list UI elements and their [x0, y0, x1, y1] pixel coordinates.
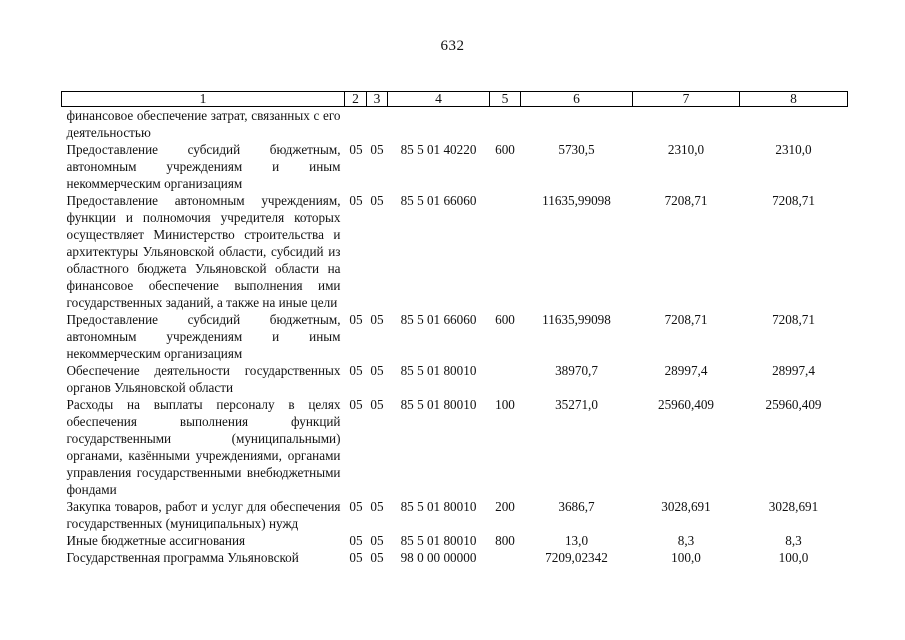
target-article-code-cell: 85 5 01 80010: [400, 499, 477, 514]
section-code-cell: 05: [349, 193, 363, 208]
expense-type-code-cell: [490, 362, 521, 396]
header-col-1: 1: [62, 92, 345, 107]
subsection-code-cell: 05: [370, 363, 384, 378]
subsection-code-cell: 05: [370, 550, 384, 565]
amount-col-6-cell: 11635,99098: [542, 312, 611, 327]
table-row: [62, 532, 848, 549]
amount-col-7-cell: [633, 107, 740, 142]
expense-type-code-cell: 600: [495, 142, 515, 157]
header-col-6: 6: [521, 92, 633, 107]
expense-type-code-cell: [490, 549, 521, 566]
expense-name-cell: Закупка товаров, работ и услуг для обеспечения государственных (муниципальных) нужд: [66, 499, 341, 531]
target-article-code-cell: 85 5 01 66060: [400, 312, 477, 327]
header-col-8: 8: [740, 92, 848, 107]
expense-name-cell: Предоставление субсидий бюджетным, автономным учреждениям и иным некоммерческим организациям: [66, 142, 341, 191]
amount-col-8-cell: 3028,691: [768, 499, 819, 514]
amount-col-8-cell: 2310,0: [775, 142, 812, 157]
table-row: [62, 311, 848, 362]
section-code-cell: 05: [349, 312, 363, 327]
header-col-2: 2: [345, 92, 367, 107]
amount-col-7-cell: 7208,71: [664, 312, 708, 327]
subsection-code-cell: 05: [370, 142, 384, 157]
amount-col-7-cell: 100,0: [671, 550, 701, 565]
amount-col-7-cell: 2310,0: [667, 142, 705, 157]
section-code-cell: 05: [349, 550, 363, 565]
expense-type-code-cell: [490, 107, 521, 142]
amount-col-7-cell: 8,3: [677, 533, 695, 548]
amount-col-6-cell: 3686,7: [558, 499, 595, 514]
expense-name-cell: Расходы на выплаты персоналу в целях обеспечения выполнения функций государственными (муниципальными) органами, казёнными учреждениями, органами управления государственными внебюджетными фондами: [66, 397, 341, 497]
table-body: [62, 107, 848, 567]
amount-col-6-cell: 7209,02342: [545, 550, 608, 565]
section-code-cell: 05: [349, 363, 363, 378]
section-code-cell: 05: [349, 533, 363, 548]
amount-col-6-cell: 38970,7: [555, 363, 598, 378]
header-col-7: 7: [633, 92, 740, 107]
header-col-3: 3: [367, 92, 388, 107]
amount-col-7-cell: 25960,409: [657, 397, 715, 412]
target-article-code-cell: [388, 107, 490, 142]
header-col-4: 4: [388, 92, 490, 107]
section-code-cell: 05: [349, 397, 363, 412]
table-row: [62, 107, 848, 142]
amount-col-8-cell: 25960,409: [765, 397, 822, 412]
subsection-code-cell: 05: [370, 312, 384, 327]
expense-type-code-cell: 800: [495, 533, 515, 548]
expense-type-code-cell: 200: [495, 499, 515, 514]
table-row: [62, 396, 848, 498]
expense-type-code-cell: 600: [495, 312, 515, 327]
expense-name-cell: Иные бюджетные ассигнования: [66, 533, 246, 548]
target-article-code-cell: 85 5 01 40220: [400, 142, 477, 157]
amount-col-7-cell: 28997,4: [664, 363, 708, 378]
header-row: [62, 92, 848, 107]
subsection-code-cell: 05: [370, 397, 384, 412]
target-article-code-cell: 98 0 00 00000: [400, 550, 477, 565]
amount-col-6-cell: 13,0: [564, 533, 589, 548]
header-col-5: 5: [490, 92, 521, 107]
expense-name-cell: финансовое обеспечение затрат, связанных с его деятельностью: [66, 108, 341, 140]
amount-col-7-cell: 3028,691: [661, 499, 711, 514]
target-article-code-cell: 85 5 01 66060: [400, 193, 477, 208]
amount-col-8-cell: 7208,71: [772, 312, 815, 327]
table-row: [62, 362, 848, 396]
section-code-cell: [345, 107, 367, 142]
expense-name-cell: Предоставление автономным учреждениям, функции и полномочия учредителя которых осуществляет Министерство строительства и архитектуры Ульяновской области, субсидий из областного бюджета Ульяновской области на финансовое обеспечение выполнения ими государственных заданий, а также на иные цели: [66, 193, 341, 310]
page-number: 632: [440, 38, 465, 54]
amount-col-8-cell: 100,0: [778, 550, 809, 565]
budget-table: [61, 91, 848, 566]
target-article-code-cell: 85 5 01 80010: [400, 397, 477, 412]
amount-col-7-cell: 7208,71: [664, 193, 708, 208]
expense-name-cell: Обеспечение деятельности государственных органов Ульяновской области: [66, 363, 341, 395]
amount-col-8-cell: 8,3: [785, 533, 802, 548]
subsection-code-cell: 05: [370, 499, 384, 514]
section-code-cell: 05: [349, 142, 363, 157]
amount-col-6-cell: 35271,0: [555, 397, 598, 412]
amount-col-8-cell: [740, 107, 848, 142]
subsection-code-cell: 05: [370, 193, 384, 208]
target-article-code-cell: 85 5 01 80010: [400, 363, 477, 378]
table-row: [62, 141, 848, 192]
amount-col-6-cell: 5730,5: [558, 142, 595, 157]
amount-col-8-cell: 28997,4: [772, 363, 815, 378]
section-code-cell: 05: [349, 499, 363, 514]
expense-type-code-cell: [490, 192, 521, 311]
table-row: [62, 549, 848, 566]
target-article-code-cell: 85 5 01 80010: [400, 533, 477, 548]
amount-col-8-cell: 7208,71: [772, 193, 815, 208]
amount-col-6-cell: [521, 107, 633, 142]
table-row: [62, 498, 848, 532]
expense-type-code-cell: 100: [495, 397, 515, 412]
amount-col-6-cell: 11635,99098: [542, 193, 611, 208]
expense-name-cell: Предоставление субсидий бюджетным, автономным учреждениям и иным некоммерческим организациям: [66, 312, 341, 361]
table-row: [62, 192, 848, 311]
subsection-code-cell: 05: [370, 533, 384, 548]
expense-name-cell: Государственная программа Ульяновской: [66, 550, 299, 565]
subsection-code-cell: [367, 107, 388, 142]
